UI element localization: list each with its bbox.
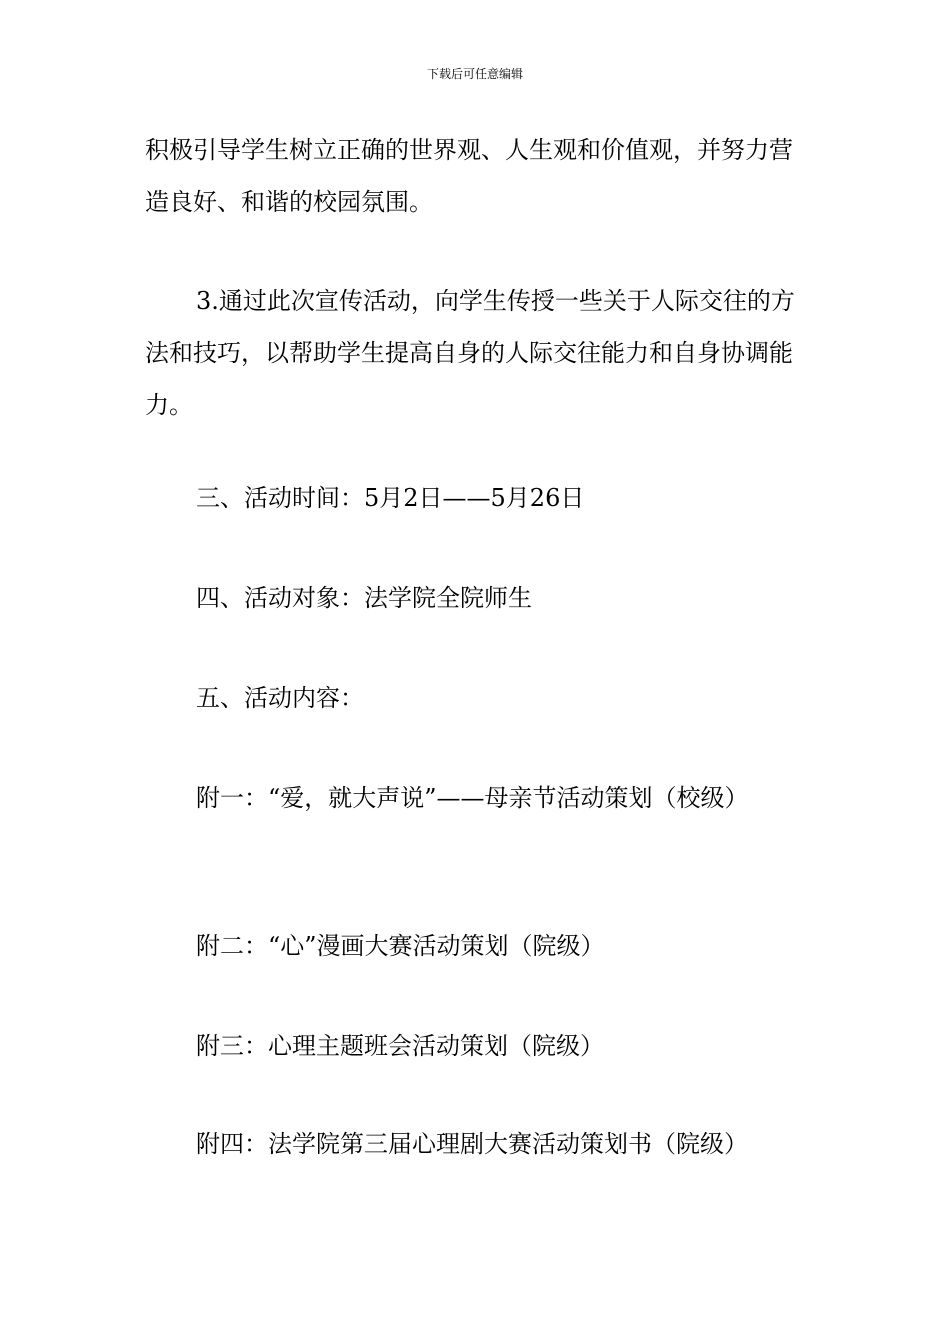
appendix-item-1: 附一：“爱，就大声说”——母亲节活动策划（校级） [196,784,749,812]
section-activity-content: 五、活动内容： [196,684,364,712]
paragraph-goal-continuation: 积极引导学生树立正确的世界观、人生观和价值观，并努力营造良好、和谐的校园氛围。 [145,136,793,216]
appendix-item-3: 附三：心理主题班会活动策划（院级） [196,1032,604,1060]
header-note: 下载后可任意编辑 [426,67,523,81]
section-activity-target: 四、活动对象：法学院全院师生 [196,584,532,612]
appendix-item-2: 附二：“心”漫画大赛活动策划（院级） [196,932,605,960]
section-activity-time: 三、活动时间：5月2日——5月26日 [196,484,585,512]
paragraph-goal-3: 3.通过此次宣传活动，向学生传授一些关于人际交往的方法和技巧，以帮助学生提高自身的人际交往能力和自身协调能力。 [145,287,795,419]
appendix-item-4: 附四：法学院第三届心理剧大赛活动策划书（院级） [196,1130,748,1158]
